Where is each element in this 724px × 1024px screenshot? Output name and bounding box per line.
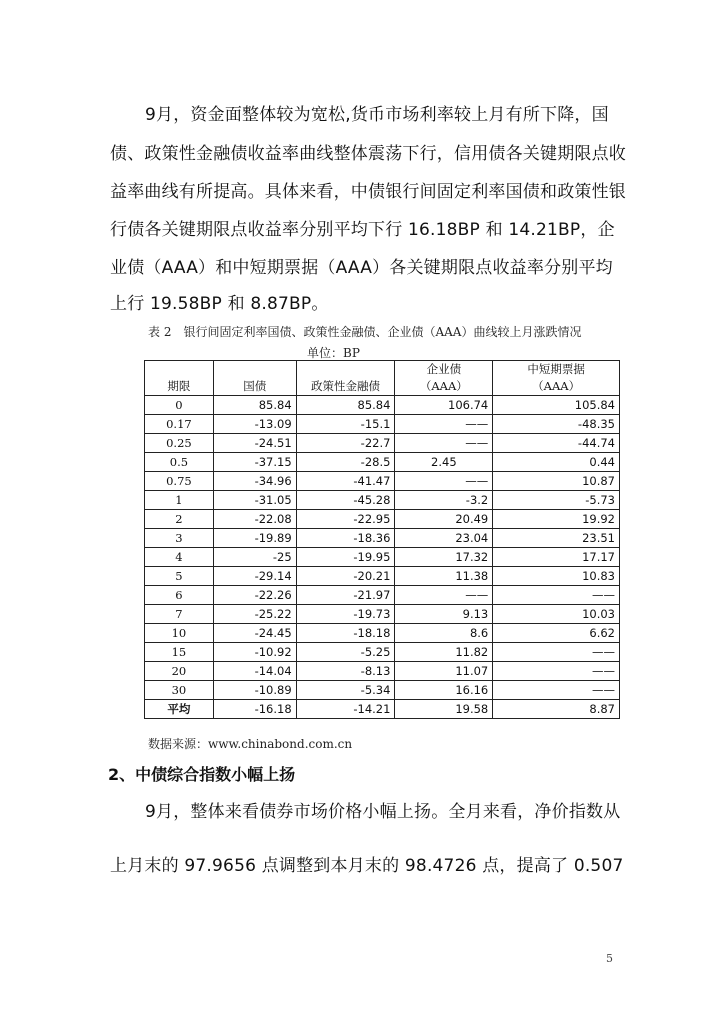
table-row	[145, 662, 620, 681]
paragraph-line: 9月，整体来看债券市场价格小幅上扬。全月来看，净价指数从	[145, 802, 621, 822]
header-cell	[296, 361, 395, 379]
table-row	[145, 700, 620, 719]
header-term: 期限	[145, 378, 214, 396]
cell-policy: -22.95	[296, 510, 395, 529]
cell-corp: 19.58	[395, 700, 493, 719]
table-row	[145, 567, 620, 586]
cell-mtn: 17.17	[493, 548, 620, 567]
table-row	[145, 510, 620, 529]
cell-term: 0.25	[145, 434, 214, 453]
paragraph-line: 益率曲线有所提高。具体来看，中债银行间固定利率国债和政策性银	[110, 182, 626, 202]
cell-corp: ——	[395, 586, 493, 605]
cell-gov: -13.09	[213, 415, 296, 434]
cell-term: 20	[145, 662, 214, 681]
cell-policy: -19.73	[296, 605, 395, 624]
cell-term: 4	[145, 548, 214, 567]
cell-corp: ——	[395, 415, 493, 434]
table-row	[145, 491, 620, 510]
cell-policy: -28.5	[296, 453, 395, 472]
cell-gov: -22.08	[213, 510, 296, 529]
cell-term: 6	[145, 586, 214, 605]
header-mtn-line2: （AAA）	[493, 378, 620, 396]
data-source: 数据来源：www.chinabond.com.cn	[148, 737, 353, 751]
table-header-row	[145, 378, 620, 396]
cell-corp: 9.13	[395, 605, 493, 624]
cell-mtn: 10.83	[493, 567, 620, 586]
cell-mtn: ——	[493, 586, 620, 605]
table-row	[145, 643, 620, 662]
cell-term: 15	[145, 643, 214, 662]
cell-gov: -34.96	[213, 472, 296, 491]
header-corp-line1: 企业债	[395, 361, 493, 379]
cell-policy: -20.21	[296, 567, 395, 586]
cell-gov: -14.04	[213, 662, 296, 681]
cell-term: 0.75	[145, 472, 214, 491]
cell-term: 1	[145, 491, 214, 510]
cell-gov: -31.05	[213, 491, 296, 510]
cell-term: 0.5	[145, 453, 214, 472]
cell-mtn: 8.87	[493, 700, 620, 719]
cell-mtn: -48.35	[493, 415, 620, 434]
cell-gov: -24.51	[213, 434, 296, 453]
cell-gov: 85.84	[213, 396, 296, 415]
table-row	[145, 529, 620, 548]
table-caption: 表 2 银行间固定利率国债、政策性金融债、企业债（AAA）曲线较上月涨跌情况	[148, 325, 582, 339]
cell-term: 0.17	[145, 415, 214, 434]
cell-corp: ——	[395, 472, 493, 491]
cell-corp: 8.6	[395, 624, 493, 643]
cell-corp: 23.04	[395, 529, 493, 548]
cell-corp: 2.45	[395, 453, 493, 472]
cell-policy: -19.95	[296, 548, 395, 567]
paragraph-line: 债、政策性金融债收益率曲线整体震荡下行，信用债各关键期限点收	[110, 144, 626, 164]
cell-policy: -22.7	[296, 434, 395, 453]
cell-term: 5	[145, 567, 214, 586]
table-row	[145, 453, 620, 472]
cell-mtn: -44.74	[493, 434, 620, 453]
cell-policy: -21.97	[296, 586, 395, 605]
cell-policy: -18.18	[296, 624, 395, 643]
cell-policy: -41.47	[296, 472, 395, 491]
cell-corp: 17.32	[395, 548, 493, 567]
cell-mtn: 10.03	[493, 605, 620, 624]
cell-gov: -10.92	[213, 643, 296, 662]
header-cell	[213, 361, 296, 379]
cell-term: 平均	[145, 700, 214, 719]
cell-corp: 106.74	[395, 396, 493, 415]
cell-term: 0	[145, 396, 214, 415]
table-row	[145, 434, 620, 453]
paragraph-line: 行债各关键期限点收益率分别平均下行 16.18BP 和 14.21BP，企	[110, 220, 615, 240]
cell-policy: -45.28	[296, 491, 395, 510]
yield-change-table	[144, 360, 620, 719]
header-gov: 国债	[213, 378, 296, 396]
cell-gov: -19.89	[213, 529, 296, 548]
cell-mtn: ——	[493, 643, 620, 662]
cell-gov: -37.15	[213, 453, 296, 472]
cell-mtn: ——	[493, 662, 620, 681]
cell-gov: -22.26	[213, 586, 296, 605]
cell-gov: -16.18	[213, 700, 296, 719]
cell-gov: -25.22	[213, 605, 296, 624]
cell-term: 2	[145, 510, 214, 529]
cell-mtn: 105.84	[493, 396, 620, 415]
cell-term: 3	[145, 529, 214, 548]
cell-corp: 11.07	[395, 662, 493, 681]
table-row	[145, 681, 620, 700]
cell-policy: -14.21	[296, 700, 395, 719]
cell-corp: 11.82	[395, 643, 493, 662]
cell-policy: -15.1	[296, 415, 395, 434]
page-number: 5	[606, 952, 613, 965]
cell-mtn: 10.87	[493, 472, 620, 491]
cell-gov: -10.89	[213, 681, 296, 700]
header-corp-line2: （AAA）	[395, 378, 493, 396]
table-row	[145, 396, 620, 415]
table-body	[145, 396, 620, 719]
cell-policy: -8.13	[296, 662, 395, 681]
cell-policy: 85.84	[296, 396, 395, 415]
cell-policy: -18.36	[296, 529, 395, 548]
table-row	[145, 415, 620, 434]
cell-corp: 20.49	[395, 510, 493, 529]
cell-corp: ——	[395, 434, 493, 453]
paragraph-line: 上月末的 97.9656 点调整到本月末的 98.4726 点，提高了 0.507	[110, 856, 624, 876]
header-cell	[145, 361, 214, 379]
cell-policy: -5.34	[296, 681, 395, 700]
cell-term: 10	[145, 624, 214, 643]
cell-corp: -3.2	[395, 491, 493, 510]
paragraph-line: 9月，资金面整体较为宽松,货币市场利率较上月有所下降，国	[145, 105, 609, 125]
paragraph-line: 业债（AAA）和中短期票据（AAA）各关键期限点收益率分别平均	[110, 258, 613, 278]
header-mtn-line1: 中短期票据	[493, 361, 620, 379]
cell-gov: -24.45	[213, 624, 296, 643]
table-row	[145, 472, 620, 491]
section-heading: 2、中债综合指数小幅上扬	[108, 765, 296, 784]
table-unit: 单位：BP	[307, 346, 360, 360]
cell-corp: 16.16	[395, 681, 493, 700]
cell-mtn: 19.92	[493, 510, 620, 529]
cell-corp: 11.38	[395, 567, 493, 586]
cell-mtn: -5.73	[493, 491, 620, 510]
header-policy: 政策性金融债	[296, 378, 395, 396]
paragraph-line: 上行 19.58BP 和 8.87BP。	[110, 294, 329, 314]
table-row	[145, 586, 620, 605]
table-row	[145, 548, 620, 567]
cell-mtn: 6.62	[493, 624, 620, 643]
cell-mtn: 23.51	[493, 529, 620, 548]
table-row	[145, 605, 620, 624]
table-row	[145, 624, 620, 643]
cell-mtn: ——	[493, 681, 620, 700]
cell-policy: -5.25	[296, 643, 395, 662]
cell-gov: -29.14	[213, 567, 296, 586]
cell-term: 30	[145, 681, 214, 700]
cell-gov: -25	[213, 548, 296, 567]
cell-mtn: 0.44	[493, 453, 620, 472]
cell-term: 7	[145, 605, 214, 624]
table-header-row	[145, 361, 620, 379]
